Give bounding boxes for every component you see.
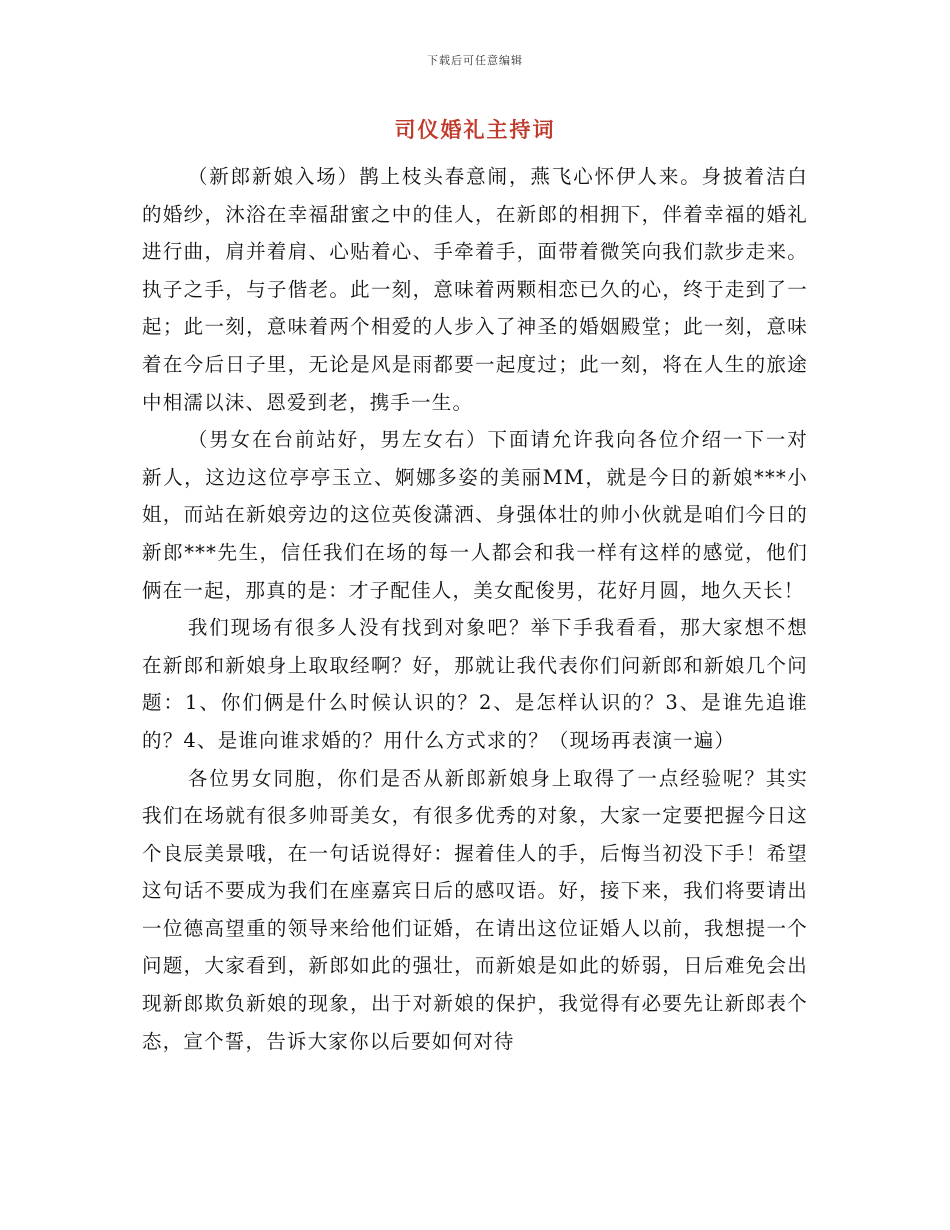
paragraph: （新郎新娘入场）鹊上枝头春意闹，燕飞心怀伊人来。身披着洁白的婚纱，沐浴在幸福甜蜜之中的佳人，在新郎的相拥下，伴着幸福的婚礼进行曲，肩并着肩、心贴着心、手牵着手，面带着微笑向我们款步走来。执子之手，与子偕老。此一刻，意味着两颗相恋已久的心，终于走到了一起；此一刻，意味着两个相爱的人步入了神圣的婚姻殿堂；此一刻，意味着在今后日子里，无论是风是雨都要一起度过；此一刻，将在人生的旅途中相濡以沫、恩爱到老，携手一生。 [142,165,808,414]
paragraph: 我们现场有很多人没有找到对象吧？举下手我看看，那大家想不想在新郎和新娘身上取取经啊？好，那就让我代表你们问新郎和新娘几个问题：1、你们俩是什么时候认识的？2、是怎样认识的？3、是谁先追谁的？4、是谁向谁求婚的？用什么方式求的？（现场再表演一遍） [142,616,808,752]
document-title: 司仪婚礼主持词 [394,118,556,142]
document-body [142,158,808,1060]
paragraph: （男女在台前站好，男左女右）下面请允许我向各位介绍一下一对新人，这边这位亭亭玉立、婀娜多姿的美丽MM，就是今日的新娘***小姐，而站在新娘旁边的这位英俊潇洒、身强体壮的帅小伙就是咱们今日的新郎***先生，信任我们在场的每一人都会和我一样有这样的感觉，他们俩在一起，那真的是：才子配佳人，美女配俊男，花好月圆，地久天长！ [142,428,808,602]
paragraph: 各位男女同胞，你们是否从新郎新娘身上取得了一点经验呢？其实我们在场就有很多帅哥美女，有很多优秀的对象，大家一定要把握今日这个良辰美景哦，在一句话说得好：握着佳人的手，后悔当初没下手！希望这句话不要成为我们在座嘉宾日后的感叹语。好，接下来，我们将要请出一位德高望重的领导来给他们证婚，在请出这位证婚人以前，我想提一个问题，大家看到，新郎如此的强壮，而新娘是如此的娇弱，日后难免会出现新郎欺负新娘的现象，出于对新娘的保护，我觉得有必要先让新郎表个态，宣个誓，告诉大家你以后要如何对待 [142,766,808,1053]
header-note: 下载后可任意编辑 [427,54,523,67]
